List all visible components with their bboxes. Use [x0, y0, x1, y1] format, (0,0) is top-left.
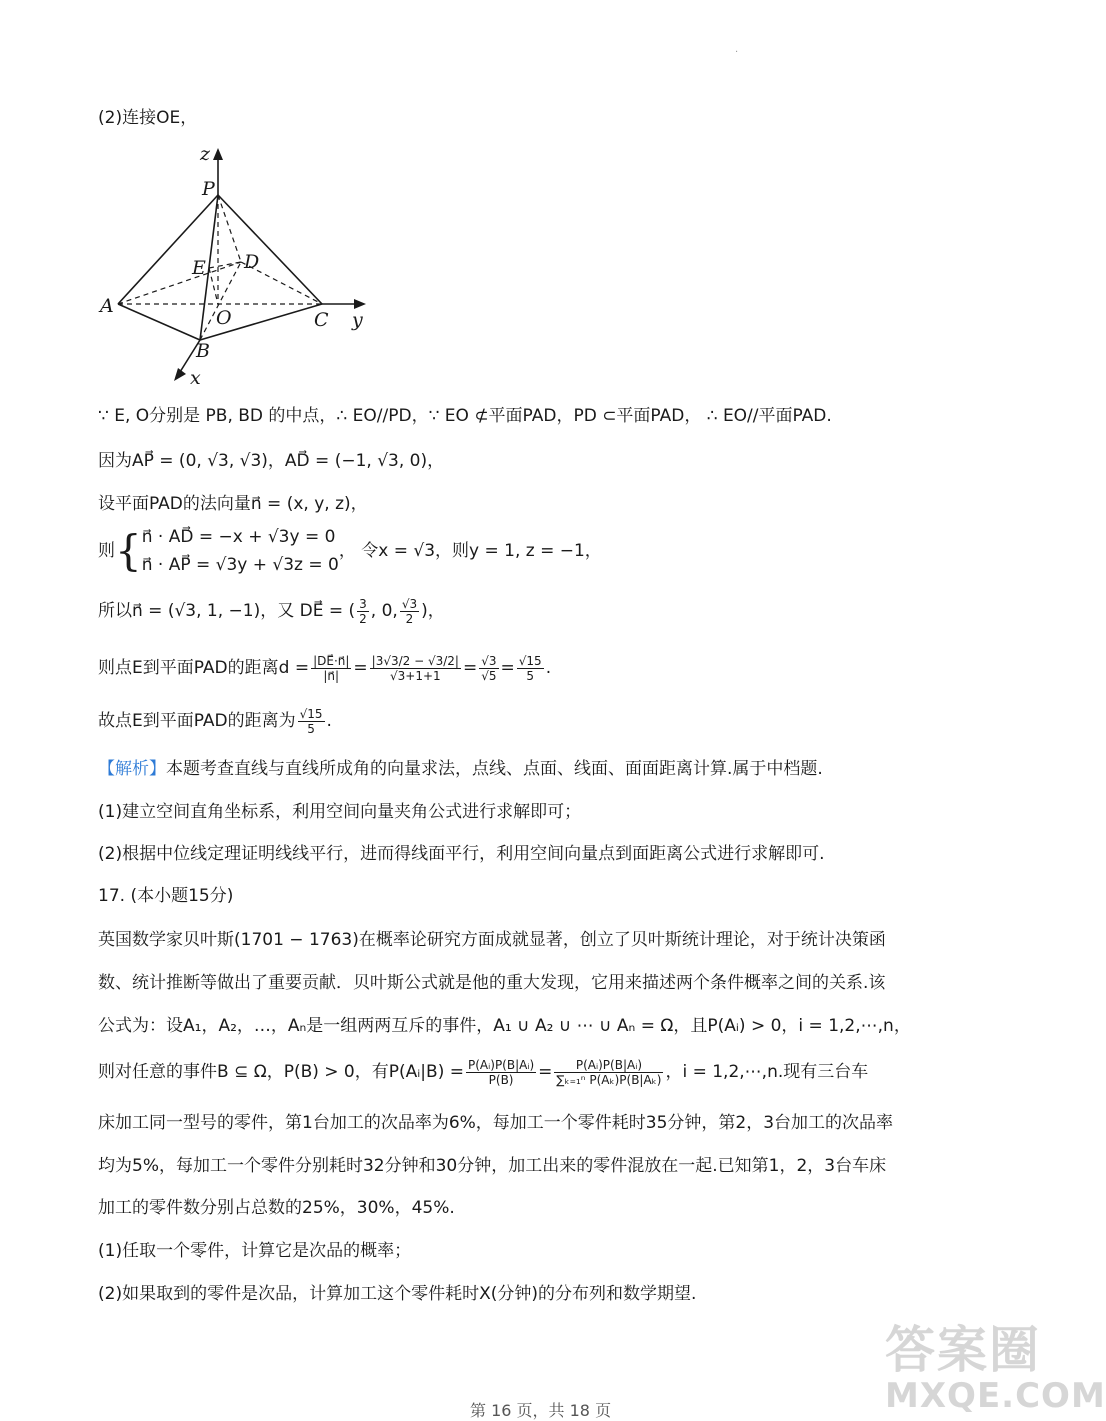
label-c: C [314, 309, 329, 331]
conclusion-line: 故点E到平面PAD的距离为 $\frac{√15}{5}$ . [98, 706, 332, 736]
edge-pc [218, 195, 322, 304]
top-mark: . [735, 44, 739, 55]
analysis-line [98, 757, 823, 781]
text-line-18: 加工的零件数分别占总数的25%，30%，45%. [98, 1198, 455, 1218]
text-line-12: 英国数学家贝叶斯(1701 − 1763)在概率论研究方面成就显著，创立了贝叶斯统计理论，对于统计决策函 [98, 930, 886, 950]
text-line-17: 均为5%，每加工一个零件分别耗时32分钟和30分钟，加工出来的零件混放在一起.已知第1，2，3台车床 [98, 1156, 887, 1176]
segment-eo [209, 268, 218, 304]
watermark-logo: 答案圈 MXQE.COM [885, 1321, 1106, 1416]
fraction-answer: $\frac{√15}{5}$ [299, 706, 323, 736]
text-line-5 [98, 592, 445, 630]
label-b: B [196, 340, 210, 362]
edge-pd [218, 195, 241, 262]
equation-system [142, 523, 339, 579]
equation-2: n⃗ · AP⃗ = √3y + √3z = 0 [141, 555, 339, 575]
fraction-substituted: $\frac{|3√3/2 - √3/2|}{√3+1+1}$ [371, 653, 459, 683]
label-z: z [200, 143, 211, 165]
text-line-2: 因为AP⃗ = (0, √3, √3)，AD⃗ = (−1, √3, 0)， [98, 451, 445, 471]
line5-part-c: )， [421, 601, 445, 621]
conclusion-text: 故点E到平面PAD的距离为 [98, 711, 296, 731]
question-17-heading: 17. (本小题15分) [98, 886, 234, 906]
fraction-sqrt3-sqrt5: $\frac{√3}{√5}$ [481, 653, 497, 683]
system-suffix: ， 令x = √3，则y = 1, z = −1， [338, 541, 602, 561]
y-axis-arrow [354, 299, 366, 309]
label-a: A [100, 295, 114, 317]
line15-part-a: 则对任意的事件B ⊆ Ω，P(B) > 0，有P(Aᵢ|B) = [98, 1062, 464, 1082]
x-axis-arrow [174, 368, 186, 381]
label-p: P [202, 178, 215, 200]
line6-part-a: 则点E到平面PAD的距离d = [98, 658, 310, 678]
analysis-tag: 【解析】 [98, 759, 166, 779]
bayes-formula-line: 则对任意的事件B ⊆ Ω，P(B) > 0，有P(Aᵢ|B) = $\frac{\text{P(Aᵢ)P(B|Aᵢ)}}{P(B)}$ = $\frac{\text{P(Aᵢ)P(B|Aᵢ)}}{\text{∑ₖ₌₁ⁿ P(Aₖ)P(B|Aₖ)}}$ ，i = 1,2,⋯,n.现有三台车 [98, 1057, 869, 1087]
text-line-14: 公式为：设A₁，A₂，…，Aₙ是一组两两互斥的事件，A₁ ∪ A₂ ∪ ⋯ ∪ Aₙ = Ω，且P(Aᵢ) > 0，i = 1,2,⋯,n， [98, 1016, 911, 1036]
fraction-bayes-1: $\frac{\text{P(Aᵢ)P(B|Aᵢ)}}{P(B)}$ [467, 1057, 535, 1087]
edge-pa [118, 195, 218, 304]
label-o: O [216, 307, 232, 329]
label-x: x [190, 367, 201, 389]
fraction-dot-over-norm: $\frac{|DE⃗\cdot n⃗|}{|n⃗|}$ [313, 653, 350, 683]
sub-question-2: (2)如果取到的零件是次品，计算加工这个零件耗时X(分钟)的分布列和数学期望. [98, 1284, 697, 1304]
label-y: y [352, 309, 363, 331]
label-e: E [192, 257, 206, 279]
fraction-sqrt3-2: $\frac{√3}{2}$ [401, 596, 418, 626]
system-prefix: 则 [98, 541, 115, 561]
text-line-10: (2)根据中位线定理证明线线平行，进而得线面平行，利用空间向量点到面距离公式进行求解即可. [98, 844, 825, 864]
analysis-text: 本题考查直线与直线所成角的向量求法，点线、点面、线面、面面距离计算.属于中档题. [166, 759, 823, 779]
edge-ab [118, 304, 200, 340]
z-axis-arrow [213, 148, 223, 160]
fraction-bayes-2: $\frac{\text{P(Aᵢ)P(B|Aᵢ)}}{\text{∑ₖ₌₁ⁿ P(Aₖ)P(B|Aₖ)}}$ [556, 1057, 662, 1087]
equation-system-line [98, 522, 602, 580]
text-line-13: 数、统计推断等做出了重要贡献．贝叶斯公式就是他的重大发现，它用来描述两个条件概率之间的关系.该 [98, 973, 886, 993]
part2-heading: (2)连接OE， [98, 108, 198, 128]
segment-ed [209, 262, 241, 268]
left-brace: { [115, 526, 142, 575]
fraction-sqrt15-5: $\frac{√15}{5}$ [518, 653, 542, 683]
line5-part-b: , 0, [370, 601, 398, 621]
label-d: D [244, 251, 260, 273]
equation-1: n⃗ · AD⃗ = −x + √3y = 0 [141, 527, 336, 547]
distance-formula-line: 则点E到平面PAD的距离d = $\frac{|DE⃗\cdot n⃗|}{|n⃗|}$ = $\frac{|3√3/2 - √3/2|}{√3+1+1}$ = $\frac{√3}{√5}$ = $\frac{√15}{5}$ . [98, 653, 552, 683]
pyramid-figure [96, 140, 386, 392]
text-line-3: 设平面PAD的法向量n⃗ = (x, y, z)， [98, 494, 368, 514]
page-footer: 第 16 页，共 18 页 [470, 1401, 612, 1420]
text-line-9: (1)建立空间直角坐标系，利用空间向量夹角公式进行求解即可； [98, 802, 582, 822]
fraction-3-2: $\frac{3}{2}$ [359, 596, 367, 626]
line15-part-c: ，i = 1,2,⋯,n.现有三台车 [665, 1062, 869, 1082]
text-line-16: 床加工同一型号的零件，第1台加工的次品率为6%，每加工一个零件耗时35分钟，第2，3台加工的次品率 [98, 1113, 894, 1133]
sub-question-1: (1)任取一个零件，计算它是次品的概率； [98, 1241, 412, 1261]
line5-part-a: 所以n⃗ = (√3, 1, −1)，又 DE⃗ = ( [98, 601, 356, 621]
text-line-1: ∵ E, O分别是 PB, BD 的中点，∴ EO//PD，∵ EO ⊄平面PAD，PD ⊂平面PAD， ∴ EO//平面PAD. [98, 406, 832, 426]
